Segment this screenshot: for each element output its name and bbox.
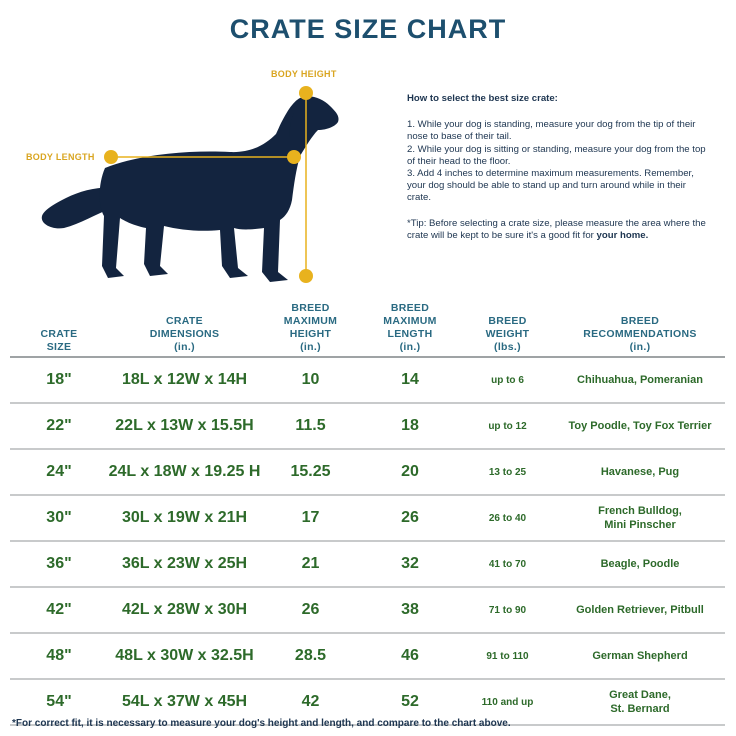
- header-line: DIMENSIONS: [149, 328, 220, 340]
- crate-dimensions-cell: 22L x 13W x 15.5H: [108, 403, 261, 449]
- max-length-cell: 18: [360, 403, 460, 449]
- table-row: [10, 403, 725, 449]
- breed-line: German Shepherd: [592, 650, 688, 662]
- max-height-cell: 21: [261, 541, 360, 587]
- header-line: MAXIMUM: [383, 315, 437, 327]
- header-line: BREED: [390, 302, 430, 314]
- breed-line: Great Dane,: [609, 689, 671, 701]
- breed-recommendations-cell: [555, 587, 725, 633]
- header-breed-recommendations: [555, 296, 725, 357]
- breed-weight-cell: 26 to 40: [460, 495, 555, 541]
- body-length-start-marker: [104, 150, 118, 164]
- crate-size-cell: 30": [10, 495, 108, 541]
- header-breed-weight: [460, 296, 555, 357]
- body-height-top-marker: [299, 86, 313, 100]
- max-length-cell: 46: [360, 633, 460, 679]
- instructions-panel: [407, 93, 707, 242]
- instructions-heading: How to select the best size crate:: [407, 93, 558, 104]
- crate-dimensions-cell: 42L x 28W x 30H: [108, 587, 261, 633]
- max-length-cell: 32: [360, 541, 460, 587]
- table-row: [10, 357, 725, 403]
- header-line: BREED: [291, 302, 330, 314]
- header-crate-size: [10, 296, 108, 357]
- header-line: (lbs.): [494, 341, 521, 353]
- dog-silhouette-icon: [0, 60, 400, 300]
- breed-recommendations-cell: [555, 357, 725, 403]
- breed-line: St. Bernard: [610, 703, 670, 715]
- crate-dimensions-cell: 24L x 18W x 19.25 H: [108, 449, 261, 495]
- header-line: (in.): [174, 341, 195, 353]
- header-max-height: [261, 296, 360, 357]
- breed-line: Mini Pinscher: [604, 519, 676, 531]
- max-height-cell: 42: [261, 679, 360, 725]
- table-row: [10, 633, 725, 679]
- crate-size-cell: 22": [10, 403, 108, 449]
- breed-recommendations-cell: [555, 679, 725, 725]
- breed-recommendations-cell: [555, 541, 725, 587]
- tip-bold-text: your home.: [596, 229, 649, 241]
- header-max-length: [360, 296, 460, 357]
- table-body: [10, 357, 725, 725]
- header-line: BREED: [488, 315, 527, 327]
- breed-line: Havanese, Pug: [600, 466, 680, 478]
- max-height-cell: 26: [261, 587, 360, 633]
- max-height-cell: 28.5: [261, 633, 360, 679]
- header-line: CRATE: [166, 315, 203, 327]
- breed-weight-cell: up to 12: [460, 403, 555, 449]
- breed-weight-cell: up to 6: [460, 357, 555, 403]
- body-height-label: BODY HEIGHT: [271, 69, 337, 79]
- breed-recommendations-cell: [555, 495, 725, 541]
- crate-size-table: [10, 296, 725, 726]
- dog-measurement-diagram: [0, 60, 400, 300]
- breed-recommendations-cell: [555, 449, 725, 495]
- tip-text: *Tip: Before selecting a crate size, please measure the area where the crate will be kept to be sure it's a good fit for: [407, 217, 706, 241]
- crate-dimensions-cell: 48L x 30W x 32.5H: [108, 633, 261, 679]
- breed-line: Toy Poodle, Toy Fox Terrier: [568, 420, 712, 432]
- page-title: CRATE SIZE CHART: [229, 14, 507, 44]
- breed-weight-cell: 13 to 25: [460, 449, 555, 495]
- crate-size-cell: 54": [10, 679, 108, 725]
- breed-line: Beagle, Poodle: [600, 558, 680, 570]
- footnote: *For correct fit, it is necessary to measure your dog's height and length, and compare to the chart above.: [12, 718, 511, 729]
- instruction-step-1: 1. While your dog is standing, measure your dog from the tip of their nose to base of their tail.: [407, 119, 696, 143]
- breed-line: Golden Retriever, Pitbull: [576, 604, 704, 616]
- max-length-cell: 26: [360, 495, 460, 541]
- crate-size-cell: 42": [10, 587, 108, 633]
- max-length-cell: 14: [360, 357, 460, 403]
- header-line: WEIGHT: [485, 328, 530, 340]
- instruction-step-3: 3. Add 4 inches to determine maximum measurements. Remember, your dog should be able to stand up and turn around while in their crate.: [407, 168, 694, 204]
- crate-size-cell: 36": [10, 541, 108, 587]
- header-line: (in.): [629, 341, 651, 353]
- breed-line: Chihuahua, Pomeranian: [577, 374, 703, 386]
- crate-dimensions-cell: 18L x 12W x 14H: [108, 357, 261, 403]
- max-height-cell: 11.5: [261, 403, 360, 449]
- header-line: MAXIMUM: [283, 315, 338, 327]
- breed-weight-cell: 41 to 70: [460, 541, 555, 587]
- body-length-end-marker: [287, 150, 301, 164]
- table-header-row: [10, 296, 725, 357]
- body-height-bottom-marker: [299, 269, 313, 283]
- breed-recommendations-cell: [555, 633, 725, 679]
- header-crate-dimensions: [108, 296, 261, 357]
- crate-size-cell: 18": [10, 357, 108, 403]
- header-line: (in.): [399, 341, 421, 353]
- header-line: BREED: [620, 315, 660, 327]
- table-row: [10, 587, 725, 633]
- crate-dimensions-cell: 54L x 37W x 45H: [108, 679, 261, 725]
- instruction-step-2: 2. While your dog is sitting or standing, measure your dog from the top of their head to the floor.: [407, 143, 706, 167]
- table-row: [10, 541, 725, 587]
- breed-weight-cell: 110 and up: [460, 679, 555, 725]
- max-height-cell: 10: [261, 357, 360, 403]
- max-height-cell: 17: [261, 495, 360, 541]
- header-line: LENGTH: [387, 328, 433, 340]
- header-line: SIZE: [46, 341, 72, 353]
- crate-dimensions-cell: 36L x 23W x 25H: [108, 541, 261, 587]
- max-height-cell: 15.25: [261, 449, 360, 495]
- header-line: (in.): [300, 341, 321, 353]
- crate-dimensions-cell: 30L x 19W x 21H: [108, 495, 261, 541]
- max-length-cell: 38: [360, 587, 460, 633]
- breed-weight-cell: 71 to 90: [460, 587, 555, 633]
- crate-size-cell: 48": [10, 633, 108, 679]
- instructions-tip: [407, 218, 707, 242]
- max-length-cell: 20: [360, 449, 460, 495]
- body-length-label: BODY LENGTH: [26, 152, 95, 162]
- header-line: CRATE: [40, 328, 78, 340]
- table-row: [10, 495, 725, 541]
- header-line: HEIGHT: [289, 328, 332, 340]
- header-line: RECOMMENDATIONS: [583, 328, 697, 340]
- breed-line: French Bulldog,: [598, 505, 682, 517]
- breed-recommendations-cell: [555, 403, 725, 449]
- max-length-cell: 52: [360, 679, 460, 725]
- table-row: [10, 449, 725, 495]
- breed-weight-cell: 91 to 110: [460, 633, 555, 679]
- crate-size-cell: 24": [10, 449, 108, 495]
